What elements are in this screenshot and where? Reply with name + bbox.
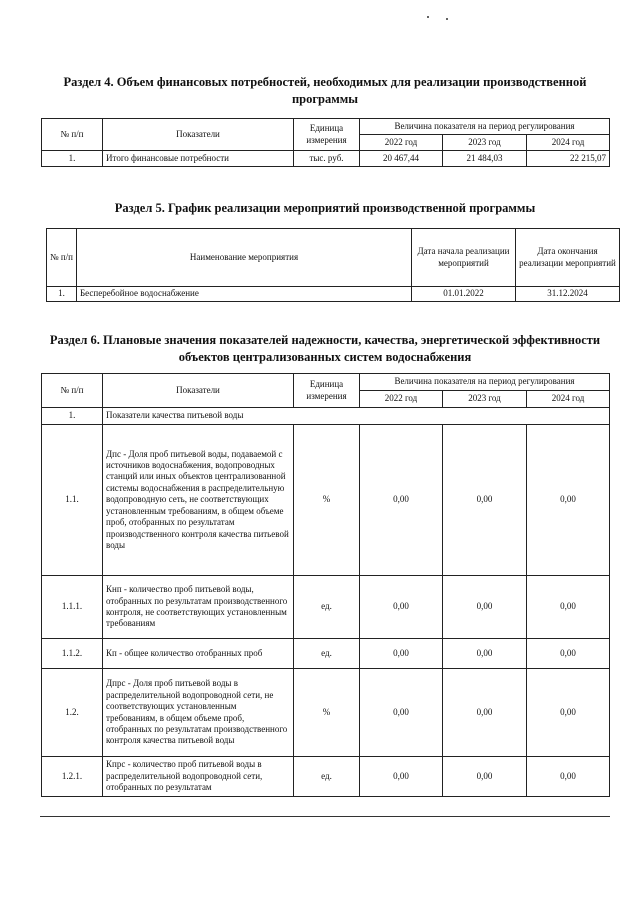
header-start: Дата начала реализации мероприятий xyxy=(412,229,516,287)
section4-title: Раздел 4. Объем финансовых потребностей, необходимых для реализации производственной программы xyxy=(63,75,587,106)
row-unit: % xyxy=(294,669,360,757)
section5-table xyxy=(46,228,620,302)
page-bottom-rule xyxy=(40,816,610,817)
table-row xyxy=(42,669,610,757)
header-period: Величина показателя на период регулирования xyxy=(360,119,610,135)
section6-title: Раздел 6. Плановые значения показателей надежности, качества, энергетической эффективности объектов централизованных систем водоснабжения xyxy=(49,333,601,364)
row-num: 1.2.1. xyxy=(42,757,103,797)
table-row xyxy=(47,287,620,302)
row-value-2024: 0,00 xyxy=(527,425,610,576)
header-end: Дата окончания реализации мероприятий xyxy=(516,229,620,287)
header-2024: 2024 год xyxy=(527,135,610,151)
row-end: 31.12.2024 xyxy=(516,287,620,302)
row-value-2024: 22 215,07 xyxy=(527,151,610,167)
row-value-2023: 0,00 xyxy=(443,639,527,669)
header-unit: Единица измерения xyxy=(294,119,360,151)
row-value-2024: 0,00 xyxy=(527,669,610,757)
row-unit: ед. xyxy=(294,757,360,797)
row-value-2022: 0,00 xyxy=(360,425,443,576)
row-name: Бесперебойное водоснабжение xyxy=(77,287,412,302)
scan-speck xyxy=(446,18,448,20)
section5-title: Раздел 5. График реализации мероприятий производственной программы xyxy=(114,201,536,215)
header-indicators: Показатели xyxy=(103,119,294,151)
row-value-2023: 21 484,03 xyxy=(443,151,527,167)
row-value-2024: 0,00 xyxy=(527,639,610,669)
row-num: 1.1.1. xyxy=(42,576,103,639)
table-group-row xyxy=(42,408,610,425)
row-name: Итого финансовые потребности xyxy=(103,151,294,167)
header-name: Наименование мероприятия xyxy=(77,229,412,287)
row-num: 1. xyxy=(47,287,77,302)
header-indicators: Показатели xyxy=(103,374,294,408)
header-2023: 2023 год xyxy=(443,391,527,408)
header-2022: 2022 год xyxy=(360,135,443,151)
header-2023: 2023 год xyxy=(443,135,527,151)
row-num: 1.1. xyxy=(42,425,103,576)
row-num: 1.2. xyxy=(42,669,103,757)
row-value-2024: 0,00 xyxy=(527,757,610,797)
row-value-2022: 0,00 xyxy=(360,669,443,757)
table-row xyxy=(42,425,610,576)
row-name: Кп - общее количество отобранных проб xyxy=(103,639,294,669)
row-unit: тыс. руб. xyxy=(294,151,360,167)
section6-table xyxy=(41,373,610,797)
header-period: Величина показателя на период регулирования xyxy=(360,374,610,391)
row-value-2024: 0,00 xyxy=(527,576,610,639)
row-value-2023: 0,00 xyxy=(443,425,527,576)
row-name: Кнп - количество проб питьевой воды, отобранных по результатам производственного контроля, не соответствующих установленным требованиям xyxy=(103,576,294,639)
section4-table xyxy=(41,118,610,167)
header-2024: 2024 год xyxy=(527,391,610,408)
row-value-2023: 0,00 xyxy=(443,757,527,797)
row-unit: % xyxy=(294,425,360,576)
row-value-2022: 0,00 xyxy=(360,757,443,797)
row-value-2022: 0,00 xyxy=(360,639,443,669)
row-value-2022: 0,00 xyxy=(360,576,443,639)
row-num: 1. xyxy=(42,151,103,167)
row-value-2023: 0,00 xyxy=(443,669,527,757)
scan-speck xyxy=(427,16,429,18)
row-name: Кпрс - количество проб питьевой воды в распределительной водопроводной сети, отобранных по результатам xyxy=(103,757,294,797)
table-row xyxy=(42,639,610,669)
table-row xyxy=(42,151,610,167)
row-unit: ед. xyxy=(294,576,360,639)
header-num: № п/п xyxy=(47,229,77,287)
table-row xyxy=(42,757,610,797)
row-name: Дпрс - Доля проб питьевой воды в распределительной водопроводной сети, не соответствующих установленным требованиям, в общем объеме проб, отобранных по результатам производственного контроля качества питьевой воды xyxy=(103,669,294,757)
header-num: № п/п xyxy=(42,374,103,408)
row-num: 1.1.2. xyxy=(42,639,103,669)
table-row xyxy=(42,576,610,639)
row-name: Дпс - Доля проб питьевой воды, подаваемой с источников водоснабжения, водопроводных станций или иных объектов централизованной системы водоснабжения в распределительную водопроводную сеть, не соответствующих установленным требованиям, в общем объеме проб, отобранных по результатам производственного контроля качества питьевой воды xyxy=(103,425,294,576)
group-num: 1. xyxy=(42,408,103,425)
row-value-2023: 0,00 xyxy=(443,576,527,639)
row-value-2022: 20 467,44 xyxy=(360,151,443,167)
header-2022: 2022 год xyxy=(360,391,443,408)
header-num: № п/п xyxy=(42,119,103,151)
row-unit: ед. xyxy=(294,639,360,669)
header-unit: Единица измерения xyxy=(294,374,360,408)
row-start: 01.01.2022 xyxy=(412,287,516,302)
group-name: Показатели качества питьевой воды xyxy=(103,408,610,425)
